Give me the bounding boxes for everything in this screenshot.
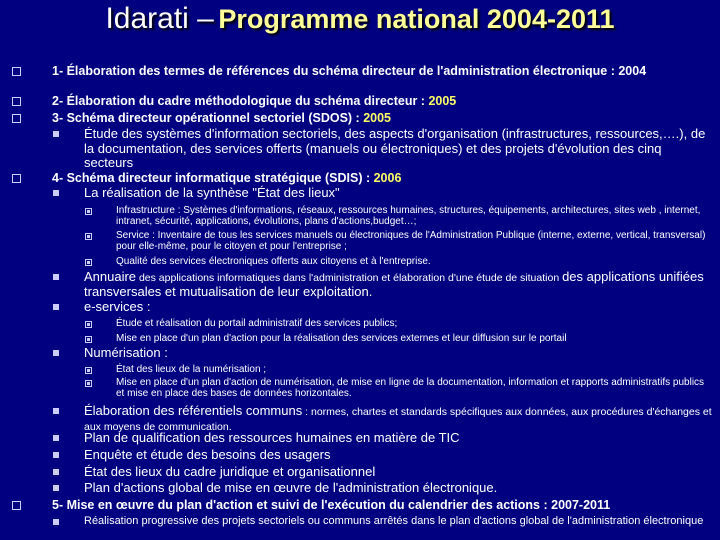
item-1-text: 1- Élaboration des termes de références du schéma directeur de l'administration électronique : 2004 xyxy=(52,64,647,78)
item-4e-lead: Élaboration des référentiels communs xyxy=(84,403,303,418)
item-4h-text: État des lieux du cadre juridique et organisationnel xyxy=(84,464,376,479)
item-3-year: 2005 xyxy=(363,111,392,125)
item-4f-text: Plan de qualification des ressources humaines en matière de TIC xyxy=(84,430,460,445)
item-4a1-text: Infrastructure : Systèmes d'informations, réseaux, ressources humaines, structures, équipements, architectures, sites web , internet, intranet, sécurité, applications, évolutions, plans d'actions,budget…; xyxy=(116,205,701,228)
item-5-text: 5- Mise en œuvre du plan d'action et suivi de l'exécution du calendrier des actions : 2007-2011 xyxy=(52,498,611,512)
small-square-bullet-icon xyxy=(85,321,92,328)
item-4b-tail: des applications unifiées transversales et mutualisation de leur exploitation. xyxy=(84,269,704,299)
item-4d-text: Numérisation : xyxy=(84,345,168,360)
item-4c2-text: Mise en place d'un plan d'action pour la réalisation des services externes et leur diffusion sur le portail xyxy=(116,333,567,344)
item-4-year: 2006 xyxy=(373,171,402,185)
filled-square-bullet-icon xyxy=(53,435,59,441)
filled-square-bullet-icon xyxy=(53,452,59,458)
filled-square-bullet-icon xyxy=(53,304,59,310)
item-4b-rest: des applications informatiques dans l'administration et élaboration d'une étude de situation xyxy=(136,272,563,284)
item-2-label: 2- Élaboration du cadre méthodologique du schéma directeur : xyxy=(52,94,429,108)
item-4g-text: Enquête et étude des besoins des usagers xyxy=(84,447,331,462)
item-4d1-text: État des lieux de la numérisation ; xyxy=(116,364,267,375)
filled-square-bullet-icon xyxy=(53,350,59,356)
item-3-text xyxy=(52,111,712,125)
title-prefix: Idarati – xyxy=(105,2,214,35)
small-square-bullet-icon xyxy=(85,233,92,240)
item-4e-tail: et standards spécifiques aux données, aux procédures d'échanges et aux moyens de communication. xyxy=(84,406,712,433)
item-4b-lead: Annuaire xyxy=(84,269,137,284)
filled-square-bullet-icon xyxy=(53,274,59,280)
item-3-label: 3- Schéma directeur opérationnel sectoriel (SDOS) : xyxy=(52,111,364,125)
hollow-square-bullet-icon xyxy=(12,97,21,106)
item-4i-text: Plan d'actions global de mise en œuvre de l'administration électronique. xyxy=(84,480,498,495)
filled-square-bullet-icon xyxy=(53,469,59,475)
filled-square-bullet-icon xyxy=(53,408,59,414)
hollow-square-bullet-icon xyxy=(12,67,21,76)
hollow-square-bullet-icon xyxy=(12,174,21,183)
small-square-bullet-icon xyxy=(85,259,92,266)
item-4b-text xyxy=(84,270,712,300)
item-2-text xyxy=(52,94,712,108)
item-4a2-text: Service : Inventaire de tous les services manuels ou électroniques de l'Administration Publique (interne, externe, vertical, transversal) pour elle-même, pour le citoyen et pour l'entreprise ; xyxy=(116,230,706,253)
item-4-text xyxy=(52,171,712,185)
filled-square-bullet-icon xyxy=(53,485,59,491)
item-3a-text: Étude des systèmes d'information sectoriels, des aspects d'organisation (infrastructures, ressources,….), de la documentation, des services offerts (manuels ou électroniques) et des projets d'évolution des cinq secteurs xyxy=(84,126,706,171)
filled-square-bullet-icon xyxy=(53,190,59,196)
item-4d2-text: Mise en place d'un plan d'action de numérisation, de mise en ligne de la documentation, information et rapports administratifs publics et mise en place des bases de données horizontales. xyxy=(116,377,705,400)
item-4-label: 4- Schéma directeur informatique stratégique (SDIS) : xyxy=(52,171,374,185)
item-4c-text: e-services : xyxy=(84,299,151,314)
hollow-square-bullet-icon xyxy=(12,114,21,123)
small-square-bullet-icon xyxy=(85,367,92,374)
hollow-square-bullet-icon xyxy=(12,501,21,510)
title-main: Programme national 2004-2011 xyxy=(218,4,615,34)
item-4a-text: La réalisation de la synthèse "État des lieux" xyxy=(84,185,340,200)
small-square-bullet-icon xyxy=(85,380,92,387)
filled-square-bullet-icon xyxy=(53,519,59,525)
item-4c1-text: Étude et réalisation du portail administratif des services publics; xyxy=(116,318,398,329)
small-square-bullet-icon xyxy=(85,208,92,215)
item-2-year: 2005 xyxy=(428,94,457,108)
filled-square-bullet-icon xyxy=(53,131,59,137)
item-4e-rest: : normes, chartes xyxy=(302,406,390,418)
item-5a-text: Réalisation progressive des projets sectoriels ou communs arrêtés dans le plan d'actions global de l'administration électronique xyxy=(84,515,704,527)
small-square-bullet-icon xyxy=(85,336,92,343)
slide-title xyxy=(0,2,720,36)
item-4a3-text: Qualité des services électroniques offerts aux citoyens et à l'entreprise. xyxy=(116,256,431,267)
